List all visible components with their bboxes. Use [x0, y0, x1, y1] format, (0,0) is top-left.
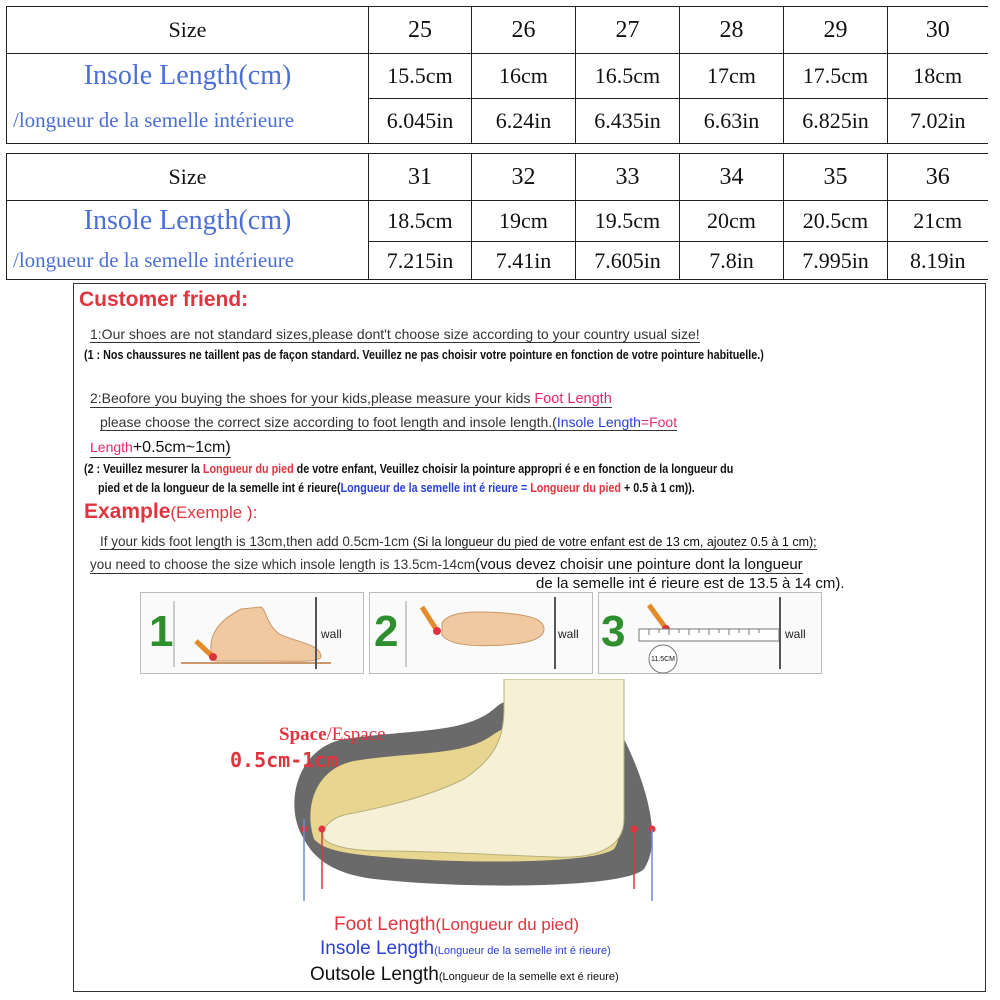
- size-cell: 25: [369, 7, 472, 54]
- point-2-en-line1: [90, 390, 612, 408]
- size-header: Size: [7, 7, 369, 54]
- size-table-25-30: [6, 6, 988, 144]
- step-2-number: 2: [374, 607, 399, 656]
- inch-cell: 6.435in: [576, 99, 680, 144]
- point-2-fr-line2: [98, 481, 695, 495]
- point-2-fr-text-b: de votre enfant, Veuillez choisir la pointure appropri é e en fonction de la longueur du: [293, 462, 734, 476]
- size-cell: 35: [784, 154, 888, 201]
- size-cell: 31: [369, 154, 472, 201]
- inch-cell: 7.605in: [576, 242, 680, 280]
- wall-label: wall: [321, 627, 342, 641]
- inch-cell: 7.215in: [369, 242, 472, 280]
- size-row: [7, 154, 988, 201]
- cm-cell: 18cm: [888, 54, 988, 99]
- inch-cell: 7.02in: [888, 99, 988, 144]
- example-2-en: you need to choose the size which insole length is 13.5cm-14cm: [90, 557, 475, 572]
- point-2-en-line2: [100, 414, 677, 431]
- wall-line: [315, 597, 317, 669]
- insole-length-label: [320, 938, 611, 960]
- point-2-foot-length: Foot Length: [534, 391, 612, 407]
- step-1-number: 1: [149, 607, 174, 656]
- size-cell: 27: [576, 7, 680, 54]
- inch-cell: 6.63in: [680, 99, 784, 144]
- foot-length-fr: (Longueur du pied): [435, 915, 580, 934]
- example-2-fr-a: (vous devez choisir une pointure dont la longueur: [474, 556, 803, 573]
- inch-cell: 6.24in: [472, 99, 576, 144]
- size-cell: 32: [472, 154, 576, 201]
- size-cell: 33: [576, 154, 680, 201]
- ruler-tag: 11.5CM: [651, 656, 675, 663]
- step-3-number: 3: [601, 607, 626, 656]
- cm-cell: 19.5cm: [576, 201, 680, 242]
- example-2-fr-b: de la semelle int é rieure est de 13.5 à 14 cm).: [536, 575, 845, 592]
- point-2-insole-length: Insole Length: [556, 414, 641, 430]
- space-range: 0.5cm-1cm: [230, 748, 339, 772]
- cm-row: [7, 201, 988, 242]
- insole-length-fr-label: /longueur de la semelle intérieure: [7, 242, 369, 280]
- point-2-fr-text-a: (2 : Veuillez mesurer la: [84, 462, 203, 476]
- cm-cell: 20.5cm: [784, 201, 888, 242]
- cm-row: [7, 54, 988, 99]
- point-2-fr-longueur: Longueur du pied: [202, 462, 294, 476]
- step-3-panel: [598, 592, 822, 674]
- inch-cell: 7.8in: [680, 242, 784, 280]
- cm-cell: 15.5cm: [369, 54, 472, 99]
- cm-cell: 18.5cm: [369, 201, 472, 242]
- example-line-1: [100, 534, 817, 550]
- space-en: Space: [279, 724, 327, 745]
- foot-length-en: Foot Length: [334, 914, 436, 935]
- step-1-panel: [140, 592, 364, 674]
- size-cell: 26: [472, 7, 576, 54]
- point-2-fr-semelle: Longueur de la semelle int é rieure =: [340, 481, 531, 495]
- space-label: [279, 724, 386, 746]
- foot-length-label: [334, 914, 579, 936]
- cm-cell: 16cm: [472, 54, 576, 99]
- insole-length-fr: (Longueur de la semelle int é rieure): [434, 945, 611, 957]
- point-1-en: 1:Our shoes are not standard sizes,please dont't choose size according to your country usual size!: [90, 326, 700, 342]
- outsole-length-label: [310, 964, 619, 986]
- point-2-text-a: 2:Beofore you buying the shoes for your kids,please measure your kids: [90, 390, 531, 406]
- wall-label: wall: [785, 627, 806, 641]
- wall-line: [779, 597, 781, 669]
- foot-in-shoe-diagram: [264, 679, 724, 904]
- space-fr: /Espace: [326, 724, 386, 745]
- size-cell: 36: [888, 154, 988, 201]
- inch-cell: 7.995in: [784, 242, 888, 280]
- insole-length-fr-label: /longueur de la semelle intérieure: [7, 99, 369, 144]
- inch-cell: 8.19in: [888, 242, 988, 280]
- cm-cell: 20cm: [680, 201, 784, 242]
- outsole-length-en: Outsole Length: [310, 964, 439, 985]
- point-2-eq-foot: =Foot: [640, 414, 678, 430]
- example-heading: [84, 500, 257, 524]
- cm-cell: 16.5cm: [576, 54, 680, 99]
- inch-cell: 6.045in: [369, 99, 472, 144]
- inch-cell: 6.825in: [784, 99, 888, 144]
- point-2-plus: +0.5cm~1cm): [132, 439, 231, 456]
- wall-label: wall: [558, 627, 579, 641]
- example-1-en: If your kids foot length is 13cm,then add 0.5cm-1cm: [100, 534, 410, 549]
- insole-length-en: Insole Length: [320, 938, 435, 959]
- size-cell: 28: [680, 7, 784, 54]
- size-table-31-36: [6, 153, 988, 280]
- cm-cell: 21cm: [888, 201, 988, 242]
- step-2-panel: [369, 592, 593, 674]
- cm-cell: 19cm: [472, 201, 576, 242]
- size-row: [7, 7, 988, 54]
- insole-length-en-label: Insole Length(cm): [7, 54, 369, 99]
- point-2-fr-line1: [84, 462, 733, 476]
- example-line-2: [90, 556, 803, 574]
- example-1-fr: (Si la longueur du pied de votre enfant est de 13 cm, ajoutez 0.5 à 1 cm);: [412, 535, 817, 549]
- foot-topview-icon: [404, 599, 554, 669]
- cm-cell: 17cm: [680, 54, 784, 99]
- card-heading: Customer friend:: [79, 288, 249, 311]
- size-cell: 29: [784, 7, 888, 54]
- size-cell: 30: [888, 7, 988, 54]
- point-2-fr-text-c: pied et de la longueur de la semelle int é rieure(: [98, 481, 341, 495]
- insole-length-en-label: Insole Length(cm): [7, 201, 369, 242]
- inch-cell: 7.41in: [472, 242, 576, 280]
- point-2-length: Length: [90, 439, 133, 455]
- size-header: Size: [7, 154, 369, 201]
- point-2-fr-pied: Longueur du pied: [530, 481, 622, 495]
- cm-cell: 17.5cm: [784, 54, 888, 99]
- example-label: Example: [84, 500, 171, 523]
- point-1-fr: (1 : Nos chaussures ne taillent pas de façon standard. Veuillez ne pas choisir votre pointure en fonction de votre pointure habituelle.): [84, 348, 764, 362]
- point-2-fr-text-d: + 0.5 à 1 cm)).: [621, 481, 695, 495]
- ruler-measure-icon: [629, 599, 779, 675]
- point-2-en-line3: [90, 439, 231, 458]
- size-cell: 34: [680, 154, 784, 201]
- inch-row: [7, 99, 988, 144]
- point-2-text-b: please choose the correct size according to foot length and insole length.(: [100, 414, 557, 430]
- wall-line: [554, 597, 556, 669]
- example-label-fr: (Exemple ):: [170, 503, 258, 522]
- customer-info-card: [73, 283, 986, 992]
- inch-row: [7, 242, 988, 280]
- outsole-length-fr: (Longueur de la semelle ext é rieure): [438, 971, 619, 983]
